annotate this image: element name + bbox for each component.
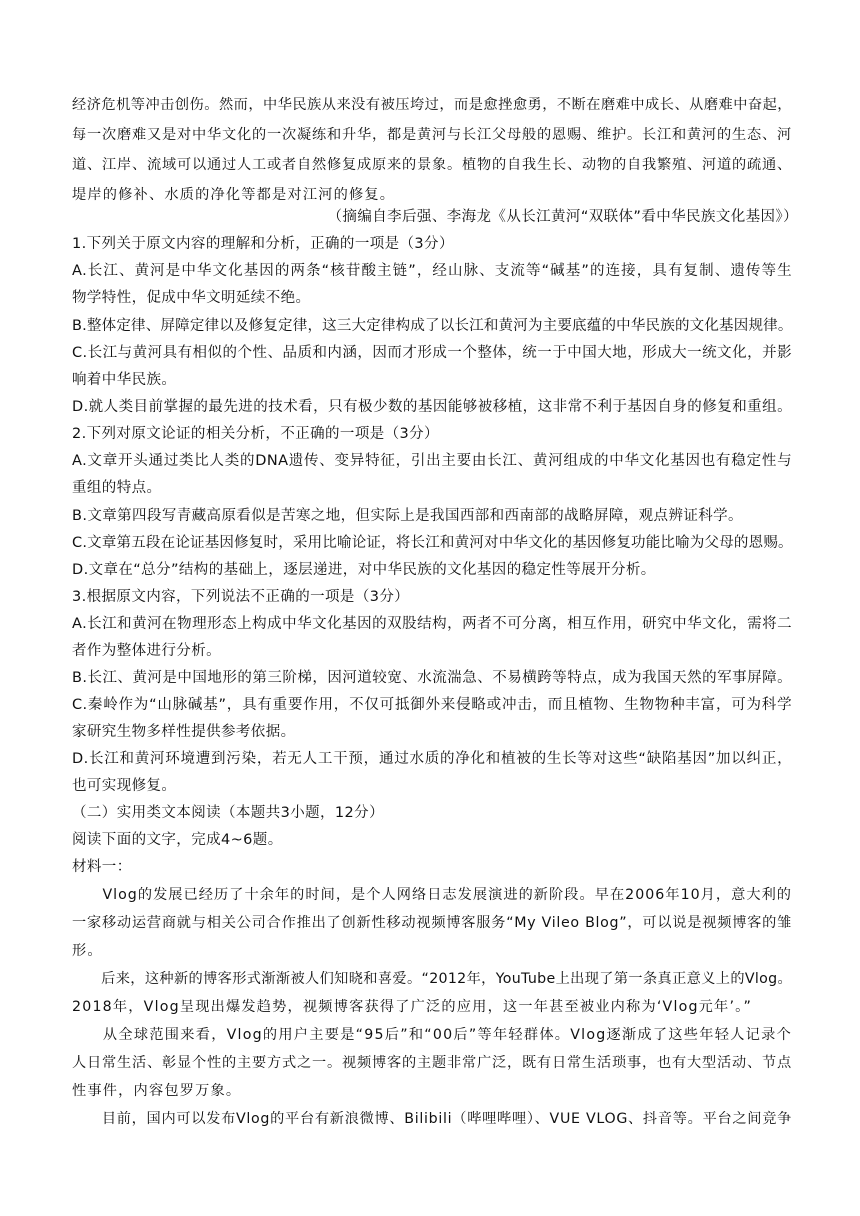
option-3c: C.秦岭作为“山脉碱基”，具有重要作用，不仅可抵御外来侵略或冲击，而且植物、生物物种丰富，可为科学: [72, 697, 792, 713]
paragraph-line: 目前，国内可以发布Vlog的平台有新浪微博、Bilibili（哔哩哔哩）、VUE VLOG、抖音等。平台之间竞争: [72, 1111, 792, 1127]
paragraph-line: 一家移动运营商就与相关公司合作推出了创新性移动视频博客服务“My Vileo Blog”，可以说是视频博客的雏: [72, 915, 792, 931]
source-citation: （摘编自李后强、李海龙《从长江黄河“双联体”看中华民族文化基因》）: [327, 209, 798, 225]
option-2c: C.文章第五段在论证基因修复时，采用比喻论证，将长江和黄河对中华文化的基因修复功能比喻为父母的恩赐。: [72, 535, 793, 551]
section-heading: （二）实用类文本阅读（本题共3小题，12分）: [72, 805, 384, 821]
option-1c-cont: 响着中华民族。: [72, 372, 177, 388]
option-3a: A.长江和黄河在物理形态上构成中华文化基因的双股结构，两者不可分离，相互作用，研究中华文化，需将二: [72, 616, 792, 632]
option-2d: D.文章在“总分”结构的基础上，逐层递进，对中华民族的文化基因的稳定性等展开分析。: [72, 562, 656, 578]
text-line: 每一次磨难又是对中华文化的一次凝练和升华，都是黄河与长江父母般的恩赐、维护。长江和黄河的生态、河: [72, 127, 792, 143]
paragraph-line: 性事件，内容包罗万象。: [72, 1083, 242, 1099]
instruction: 阅读下面的文字，完成4~6题。: [72, 832, 283, 848]
question-1: 1.下列关于原文内容的理解和分析，正确的一项是（3分）: [72, 236, 454, 252]
option-1a-cont: 物学特性，促成中华文明延续不绝。: [72, 290, 311, 306]
option-2a: A.文章开头通过类比人类的DNA遗传、变异特征，引出主要由长江、黄河组成的中华文化基因也有稳定性与: [72, 453, 792, 469]
option-3a-cont: 者作为整体进行分析。: [72, 643, 221, 659]
question-3: 3.根据原文内容，下列说法不正确的一项是（3分）: [72, 589, 410, 605]
paragraph-line: 从全球范围来看，Vlog的用户主要是“95后”和“00后”等年轻群体。Vlog逐渐成了这些年轻人记录个: [72, 1027, 792, 1043]
material-label: 材料一：: [72, 859, 132, 875]
option-1c: C.长江与黄河具有相似的个性、品质和内涵，因而才形成一个整体，统一于中国大地，形成大一统文化，并影: [72, 345, 792, 361]
option-3c-cont: 家研究生物多样性提供参考依据。: [72, 724, 296, 740]
text-line: 道、江岸、流域可以通过人工或者自然修复成原来的景象。植物的自我生长、动物的自我繁殖、河道的疏通、: [72, 157, 792, 173]
text-line: 堤岸的修补、水质的净化等都是对江河的修复。: [72, 187, 396, 203]
option-1d: D.就人类目前掌握的最先进的技术看，只有极少数的基因能够被移植，这非常不利于基因自身的修复和重组。: [72, 399, 792, 415]
paragraph-line: 后来，这种新的博客形式渐渐被人们知晓和喜爱。“2012年，YouTube上出现了第一条真正意义上的Vlog。: [72, 971, 792, 987]
option-2a-cont: 重组的特点。: [72, 480, 162, 496]
question-2: 2.下列对原文论证的相关分析，不正确的一项是（3分）: [72, 426, 439, 442]
option-2b: B.文章第四段写青藏高原看似是苦寒之地，但实际上是我国西部和西南部的战略屏障，观点辨证科学。: [72, 508, 743, 524]
paragraph-line: Vlog的发展已经历了十余年的时间，是个人网络日志发展演进的新阶段。早在2006年10月，意大利的: [72, 887, 792, 903]
paragraph-line: 2018年，Vlog呈现出爆发趋势，视频博客获得了广泛的应用，这一年甚至被业内称为‘Vlog元年’。”: [72, 999, 752, 1015]
option-1a: A.长江、黄河是中华文化基因的两条“核苷酸主链”，经山脉、支流等“碱基”的连接，具有复制、遗传等生: [72, 263, 792, 279]
option-3b: B.长江、黄河是中国地形的第三阶梯，因河道较宽、水流湍急、不易横跨等特点，成为我国天然的军事屏障。: [72, 670, 792, 686]
option-1b: B.整体定律、屏障定律以及修复定律，这三大定律构成了以长江和黄河为主要底蕴的中华民族的文化基因规律。: [72, 318, 793, 334]
option-3d: D.长江和黄河环境遭到污染，若无人工干预，通过水质的净化和植被的生长等对这些“缺陷基因”加以纠正，: [72, 751, 792, 767]
paragraph-line: 形。: [72, 943, 103, 959]
option-3d-cont: 也可实现修复。: [72, 778, 177, 794]
paragraph-line: 人日常生活、彰显个性的主要方式之一。视频博客的主题非常广泛，既有日常生活琐事，也有大型活动、节点: [72, 1055, 792, 1071]
text-line: 经济危机等冲击创伤。然而，中华民族从来没有被压垮过，而是愈挫愈勇，不断在磨难中成长、从磨难中奋起，: [72, 97, 792, 113]
